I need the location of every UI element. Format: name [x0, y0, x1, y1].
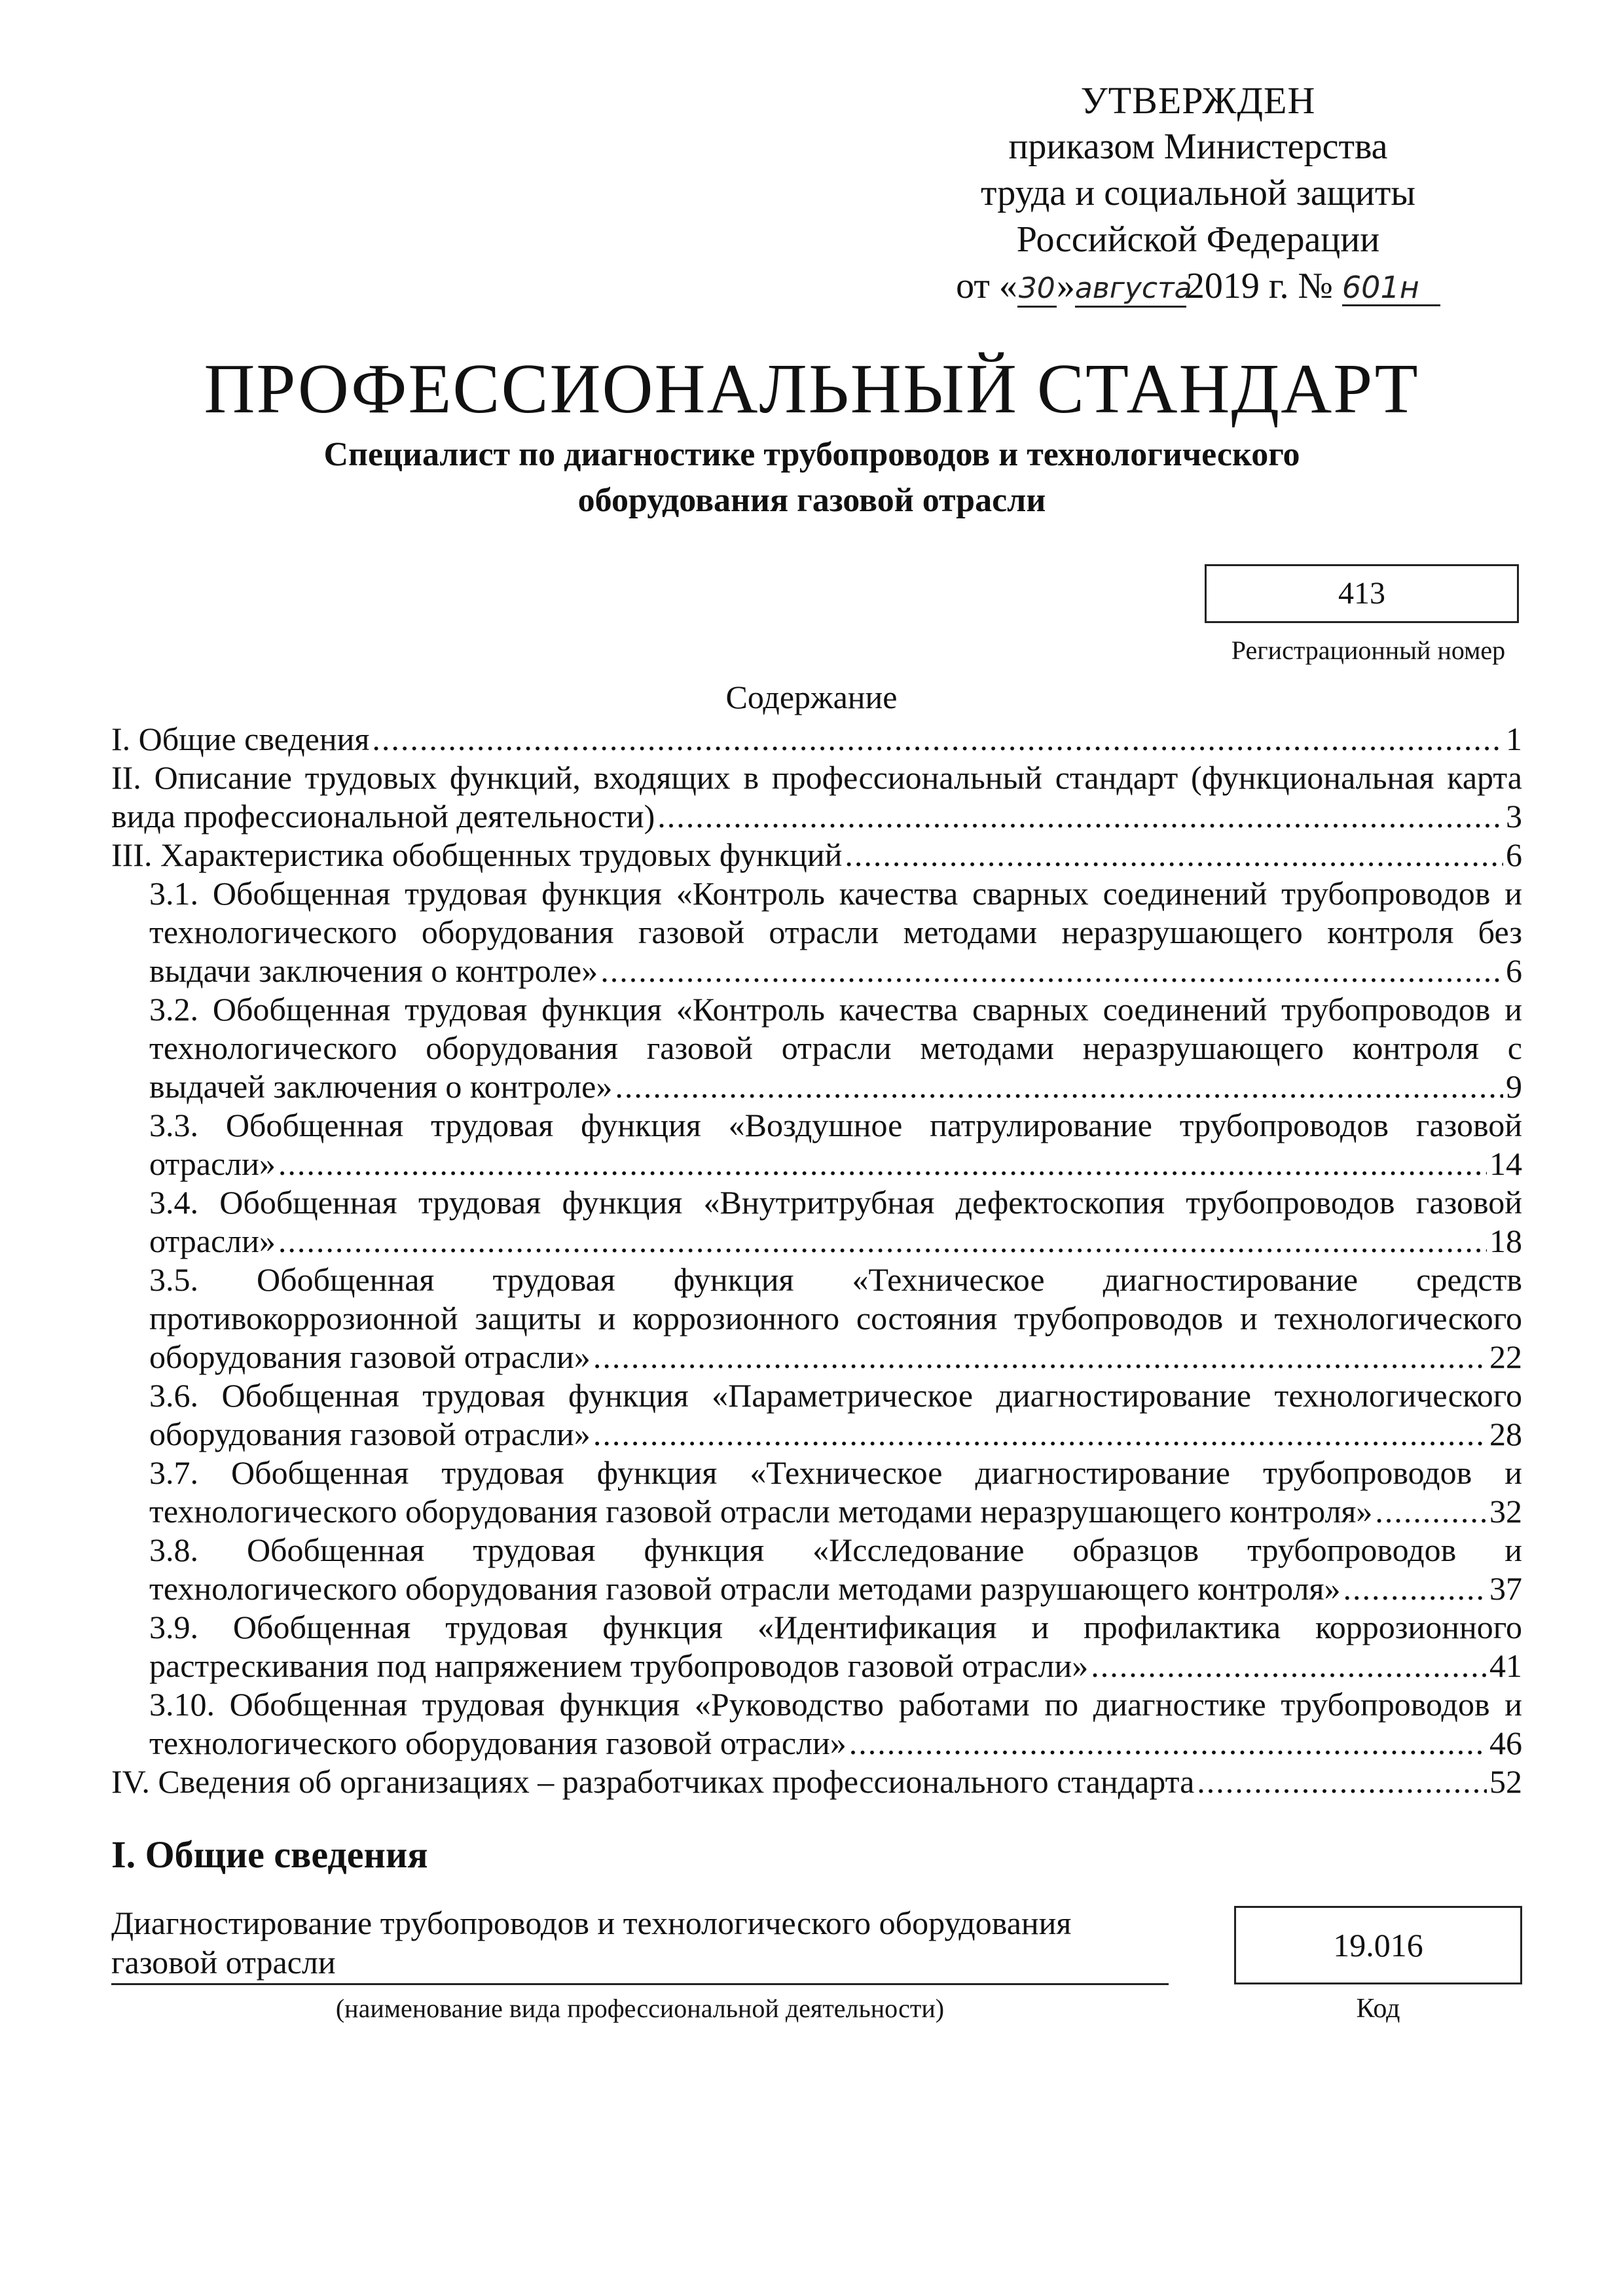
toc-leader-dots: [278, 1145, 1487, 1183]
approval-block: [936, 77, 1460, 310]
activity-line-2: газовой отрасли: [111, 1944, 336, 1981]
toc-entry-text: 3.7. Обобщенная трудовая функция «Техническое диагностирование трубопроводов и: [149, 1454, 1522, 1491]
toc-leader-dots: [657, 797, 1503, 836]
approval-line-1: приказом Министерства: [1008, 126, 1388, 167]
date-day-handwritten: 30: [1017, 272, 1057, 308]
toc-page-number: 37: [1489, 1570, 1522, 1607]
toc-entry-last-line: технологического оборудования газовой отрасли методами неразрушающего контроля»: [149, 1493, 1373, 1530]
toc-entry-row: [111, 836, 1522, 874]
order-number-handwritten: 601н: [1342, 270, 1440, 306]
toc-entry-row: [149, 952, 1522, 990]
toc-page-number: 1: [1506, 721, 1522, 757]
toc-page-number: 3: [1506, 798, 1522, 834]
activity-caption: (наименование вида профессиональной деятельности): [335, 1994, 945, 2023]
toc-page-number: 9: [1506, 1068, 1522, 1105]
toc-entry-last-line: оборудования газовой отрасли»: [149, 1416, 591, 1452]
approval-title: УТВЕРЖДЕН: [1080, 79, 1316, 122]
toc-entry-row: [111, 1763, 1522, 1801]
toc-entry-last-line: выдачей заключения о контроле»: [149, 1068, 613, 1105]
toc-page-number: 32: [1489, 1493, 1522, 1530]
toc-entry: [111, 720, 1522, 759]
toc-entry: [111, 1376, 1522, 1454]
date-year: 2019 г. №: [1186, 266, 1333, 306]
toc-entry-row: [149, 1222, 1522, 1261]
toc-page-number: 28: [1489, 1416, 1522, 1452]
toc-entry-last-line: оборудования газовой отрасли»: [149, 1338, 591, 1375]
toc-leader-dots: [615, 1067, 1503, 1106]
toc-entry: [111, 1608, 1522, 1685]
toc-leader-dots: [278, 1222, 1487, 1261]
document-title: ПРОФЕССИОНАЛЬНЫЙ СТАНДАРТ: [204, 350, 1419, 428]
toc-entry-text: 3.10. Обобщенная трудовая функция «Руководство работами по диагностике трубопроводов и: [149, 1686, 1522, 1723]
toc-entry: [111, 1106, 1522, 1183]
toc-entry-row: [149, 1067, 1522, 1106]
toc-entry: [111, 1531, 1522, 1608]
toc-leader-dots: [1375, 1492, 1487, 1531]
activity-name: [111, 1903, 1169, 1985]
table-of-contents: [111, 720, 1522, 1801]
subtitle-line-2: оборудования газовой отрасли: [577, 482, 1046, 519]
toc-leader-dots: [845, 836, 1503, 874]
toc-entry-last-line: вида профессиональной деятельности): [111, 798, 655, 834]
toc-page-number: 41: [1489, 1647, 1522, 1684]
toc-entry: [111, 1763, 1522, 1801]
toc-leader-dots: [372, 720, 1503, 759]
toc-entry: [111, 990, 1522, 1106]
toc-entry: [111, 1261, 1522, 1376]
toc-entry-text: 3.4. Обобщенная трудовая функция «Внутритрубная дефектоскопия трубопроводов газовой: [149, 1184, 1522, 1221]
toc-entry-last-line: технологического оборудования газовой отрасли методами разрушающего контроля»: [149, 1570, 1341, 1607]
toc-entry-row: [111, 720, 1522, 759]
toc-entry-row: [149, 1647, 1522, 1685]
toc-entry: [111, 1685, 1522, 1763]
toc-entry-row: [149, 1570, 1522, 1608]
toc-leader-dots: [849, 1724, 1487, 1763]
toc-entry: [111, 759, 1522, 836]
toc-page-number: 46: [1489, 1725, 1522, 1761]
approval-line-2: труда и социальной защиты: [981, 173, 1415, 213]
toc-page-number: 14: [1489, 1145, 1522, 1182]
toc-leader-dots: [600, 952, 1503, 990]
toc-entry-text: 3.8. Обобщенная трудовая функция «Исследование образцов трубопроводов и: [149, 1532, 1522, 1568]
registration-number-box: 413: [1205, 564, 1519, 623]
toc-entry-last-line: отрасли»: [149, 1223, 276, 1259]
date-month-handwritten: августа: [1075, 272, 1186, 308]
toc-entry-last-line: I. Общие сведения: [111, 721, 370, 757]
toc-entry-last-line: выдачи заключения о контроле»: [149, 952, 598, 989]
toc-entry-text: 3.9. Обобщенная трудовая функция «Идентификация и профилактика коррозионного: [149, 1609, 1522, 1645]
toc-entry: [111, 836, 1522, 874]
date-prefix: от «: [956, 266, 1017, 306]
toc-entry-last-line: технологического оборудования газовой отрасли»: [149, 1725, 847, 1761]
toc-entry-last-line: растрескивания под напряжением трубопроводов газовой отрасли»: [149, 1647, 1089, 1684]
section-title: I. Общие сведения: [111, 1833, 428, 1876]
toc-entry-text: 3.5. Обобщенная трудовая функция «Техническое диагностирование средств противокоррозионной защиты и коррозионного состояния трубопроводов и технологического: [149, 1261, 1522, 1336]
toc-leader-dots: [1091, 1647, 1487, 1685]
toc-page-number: 52: [1489, 1763, 1522, 1800]
toc-entry: [111, 1454, 1522, 1531]
toc-leader-dots: [593, 1338, 1487, 1376]
subtitle-line-1: Специалист по диагностике трубопроводов и технологического: [323, 436, 1300, 473]
activity-line-1: Диагностирование трубопроводов и технологического оборудования: [111, 1905, 1072, 1941]
toc-page-number: 6: [1506, 836, 1522, 873]
toc-page-number: 6: [1506, 952, 1522, 989]
toc-entry-text: 3.3. Обобщенная трудовая функция «Воздушное патрулирование трубопроводов газовой: [149, 1107, 1522, 1143]
toc-leader-dots: [1197, 1763, 1487, 1801]
toc-heading: Содержание: [725, 679, 898, 715]
toc-entry-text: II. Описание трудовых функций, входящих в профессиональный стандарт (функциональная карта: [111, 759, 1522, 796]
toc-page-number: 22: [1489, 1338, 1522, 1375]
toc-entry-text: 3.6. Обобщенная трудовая функция «Параметрическое диагностирование технологического: [149, 1377, 1522, 1414]
toc-entry-row: [149, 1145, 1522, 1183]
document-subtitle: [196, 432, 1427, 524]
toc-entry-text: 3.1. Обобщенная трудовая функция «Контроль качества сварных соединений трубопроводов и технологического оборудования газовой отрасли методами неразрушающего контроля без: [149, 875, 1522, 950]
toc-leader-dots: [1343, 1570, 1487, 1608]
toc-leader-dots: [593, 1415, 1487, 1454]
toc-entry-row: [149, 1415, 1522, 1454]
date-mid: »: [1056, 266, 1075, 306]
toc-entry-last-line: IV. Сведения об организациях – разработчиках профессионального стандарта: [111, 1763, 1195, 1800]
toc-entry-last-line: III. Характеристика обобщенных трудовых функций: [111, 836, 843, 873]
toc-entry-text: 3.2. Обобщенная трудовая функция «Контроль качества сварных соединений трубопроводов и технологического оборудования газовой отрасли методами неразрушающего контроля с: [149, 991, 1522, 1066]
toc-entry-row: [149, 1338, 1522, 1376]
activity-code-label: Код: [1356, 1994, 1400, 2024]
toc-entry: [111, 1183, 1522, 1261]
approval-line-3: Российской Федерации: [1016, 219, 1380, 260]
toc-page-number: 18: [1489, 1223, 1522, 1259]
toc-entry-row: [149, 1724, 1522, 1763]
toc-entry-last-line: отрасли»: [149, 1145, 276, 1182]
toc-entry: [111, 874, 1522, 990]
registration-number-label: Регистрационный номер: [1231, 636, 1506, 665]
activity-code-box: 19.016: [1234, 1906, 1522, 1984]
approval-date-line: [936, 263, 1460, 310]
toc-entry-row: [149, 1492, 1522, 1531]
toc-entry-row: [111, 797, 1522, 836]
